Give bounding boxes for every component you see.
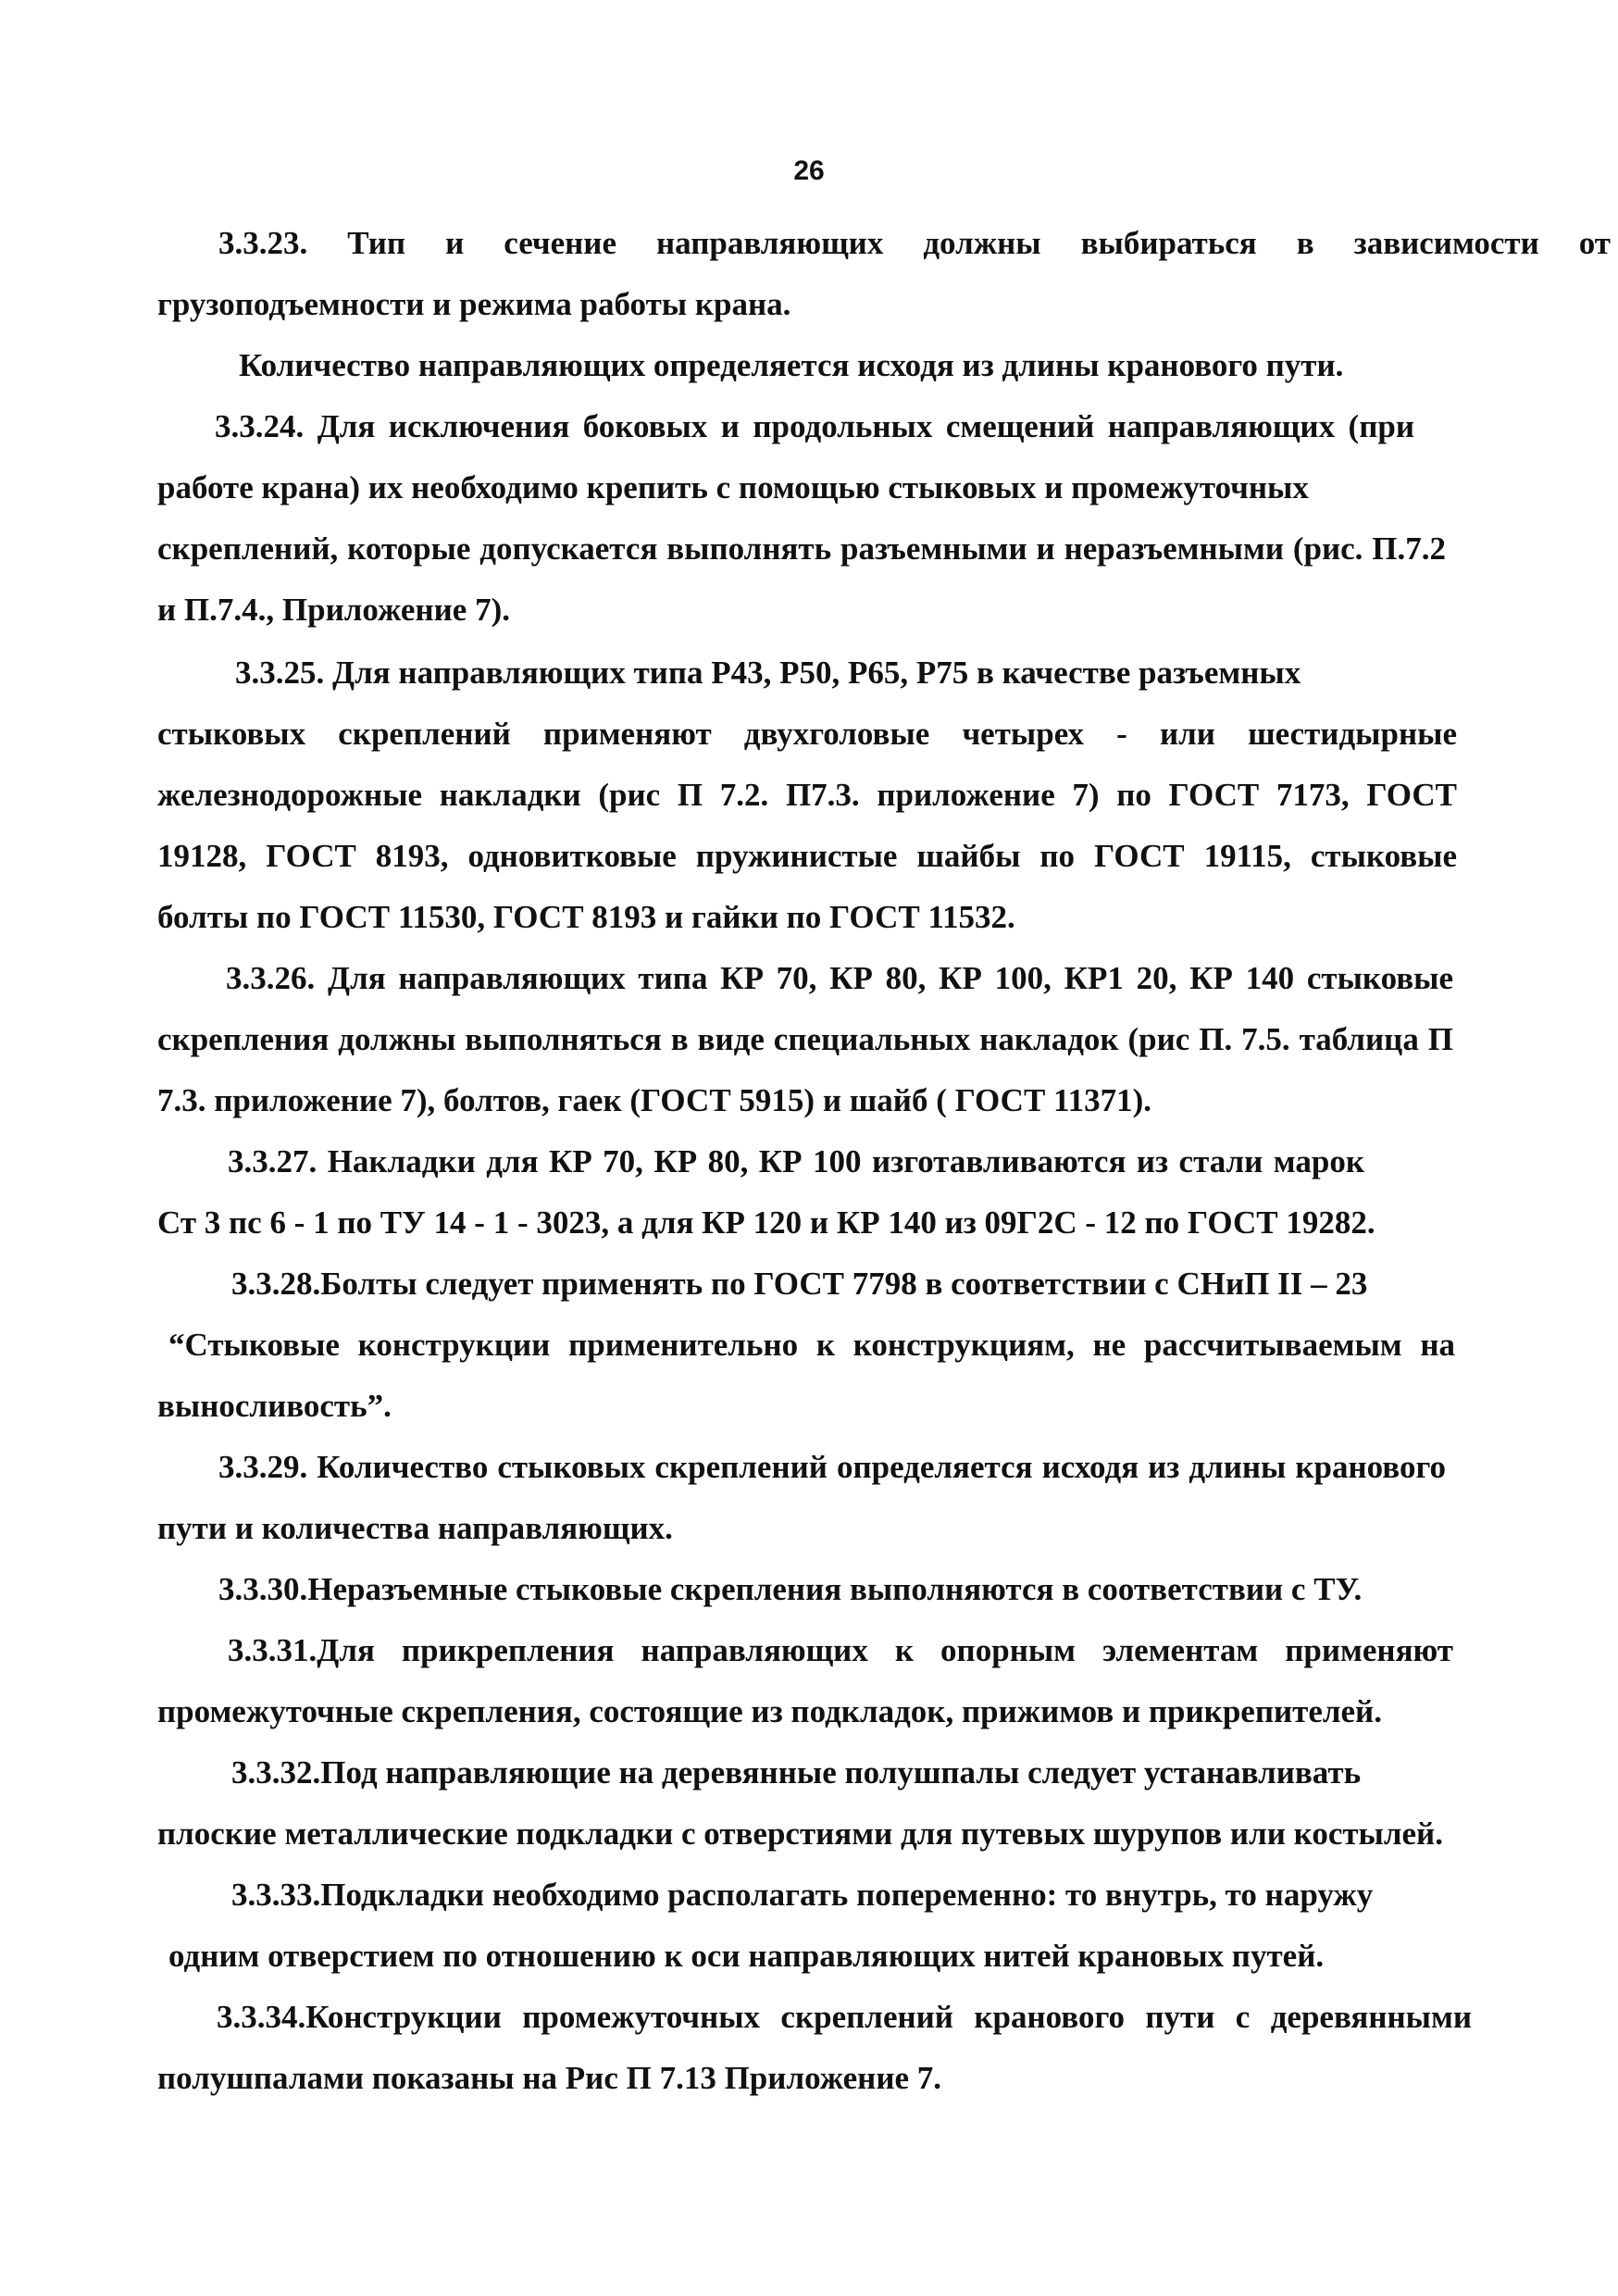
paragraph-3-3-32 — [157, 1742, 1453, 1865]
text-line: пути и количества направляющих. — [157, 1510, 673, 1546]
paragraph-3-3-31 — [157, 1620, 1453, 1742]
text-line: 3.3.24. Для исключения боковых и продольных смещений направляющих (при — [215, 408, 1414, 444]
page-number: 26 — [793, 156, 825, 186]
text-line: 3.3.30.Неразъемные стыковые скрепления выполняются в соответствии с ТУ. — [218, 1571, 1363, 1607]
text-line: 3.3.32.Под направляющие на деревянные полушпалы следует устанавливать — [231, 1754, 1362, 1791]
paragraph-3-3-23 — [157, 213, 1611, 335]
text-line: 3.3.28.Болты следует применять по ГОСТ 7798 в соответствии с СНиП II – 23 — [231, 1266, 1368, 1302]
text-line: грузоподъемности и режима работы крана. — [157, 286, 791, 322]
text-line: скрепления должны выполняться в виде специальных накладок (рис П. 7.5. таблица П — [157, 1021, 1453, 1057]
paragraph-3-3-29 — [157, 1437, 1453, 1559]
text-line: и П.7.4., Приложение 7). — [157, 592, 510, 628]
paragraph-quantity — [239, 335, 1535, 396]
text-line: 3.3.29. Количество стыковых скреплений определяется исходя из длины кранового — [218, 1449, 1446, 1485]
text-line: выносливость”. — [157, 1388, 392, 1424]
paragraph-3-3-24 — [157, 396, 1453, 641]
text-line: 19128, ГОСТ 8193, одновитковые пружинистые шайбы по ГОСТ 19115, стыковые — [157, 838, 1457, 874]
text-line: Ст 3 пс 6 - 1 по ТУ 14 - 1 - 3023, а для КР 120 и КР 140 из 09Г2С - 12 по ГОСТ 19282. — [157, 1204, 1375, 1241]
text-line: железнодорожные накладки (рис П 7.2. П7.3. приложение 7) по ГОСТ 7173, ГОСТ — [157, 777, 1457, 813]
text-line: “Стыковые конструкции применительно к конструкциям, не рассчитываемым на — [168, 1327, 1455, 1363]
paragraph-3-3-28 — [157, 1254, 1453, 1437]
paragraph-3-3-25 — [157, 643, 1457, 948]
paragraph-3-3-34 — [157, 1987, 1472, 2109]
paragraph-3-3-26 — [157, 948, 1453, 1131]
text-line: полушпалами показаны на Рис П 7.13 Приложение 7. — [157, 2060, 942, 2096]
text-line: 3.3.27. Накладки для КР 70, КР 80, КР 100 изготавливаются из стали марок — [228, 1143, 1364, 1179]
text-line: 3.3.23. Тип и сечение направляющих должны выбираться в зависимости от — [218, 225, 1611, 261]
text-line: стыковых скреплений применяют двухголовые четырех - или шестидырные — [157, 716, 1457, 752]
text-line: 3.3.31.Для прикрепления направляющих к опорным элементам применяют — [228, 1632, 1453, 1668]
paragraph-3-3-27 — [157, 1131, 1453, 1254]
text-line: плоские металлические подкладки с отверстиями для путевых шурупов или костылей. — [157, 1816, 1443, 1852]
paragraph-3-3-33 — [157, 1865, 1453, 1987]
text-line: работе крана) их необходимо крепить с помощью стыковых и промежуточных — [157, 469, 1309, 505]
text-line: 7.3. приложение 7), болтов, гаек (ГОСТ 5915) и шайб ( ГОСТ 11371). — [157, 1082, 1152, 1118]
paragraph-3-3-30 — [157, 1559, 1453, 1620]
text-line: промежуточные скрепления, состоящие из подкладок, прижимов и прикрепителей. — [157, 1693, 1382, 1729]
text-line: болты по ГОСТ 11530, ГОСТ 8193 и гайки по ГОСТ 11532. — [157, 899, 1015, 935]
text-line: 3.3.26. Для направляющих типа КР 70, КР 80, КР 100, КР1 20, КР 140 стыковые — [226, 960, 1453, 996]
text-line: 3.3.25. Для направляющих типа Р43, Р50, Р65, Р75 в качестве разъемных — [235, 655, 1301, 691]
text-line: Количество направляющих определяется исходя из длины кранового пути. — [239, 347, 1344, 383]
text-line: 3.3.33.Подкладки необходимо располагать попеременно: то внутрь, то наружу — [231, 1877, 1374, 1913]
text-line: скреплений, которые допускается выполнять разъемными и неразъемными (рис. П.7.2 — [157, 530, 1446, 567]
text-line: одним отверстием по отношению к оси направляющих нитей крановых путей. — [168, 1938, 1325, 1974]
text-line: 3.3.34.Конструкции промежуточных скреплений кранового пути с деревянными — [217, 1999, 1472, 2035]
